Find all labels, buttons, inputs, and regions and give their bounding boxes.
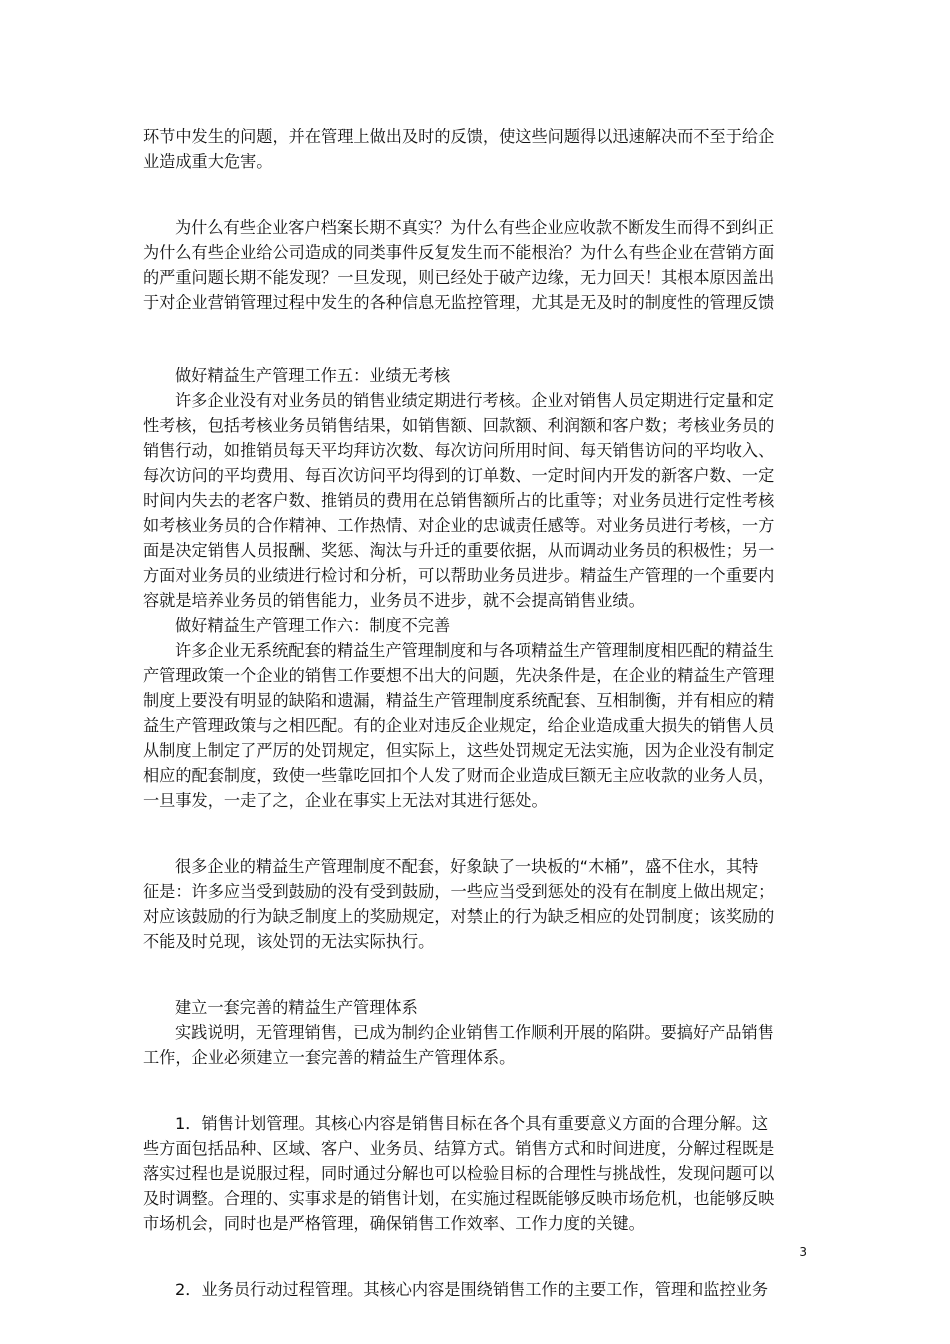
paragraph-line: 业造成重大危害。: [143, 152, 273, 171]
paragraph-line: 些方面包括品种、区域、客户、业务员、结算方式。销售方式和时间进度，分解过程既是: [143, 1139, 775, 1158]
paragraph-line: 为什么有些企业客户档案长期不真实？为什么有些企业应收款不断发生而得不到纠正: [175, 218, 774, 237]
section-heading: 做好精益生产管理工作五：业绩无考核: [175, 366, 451, 385]
paragraph-line: 许多企业无系统配套的精益生产管理制度和与各项精益生产管理制度相匹配的精益生: [175, 641, 774, 660]
paragraph-line: 市场机会，同时也是严格管理，确保销售工作效率、工作力度的关键。: [143, 1214, 645, 1233]
paragraph-line: 从制度上制定了严厉的处罚规定，但实际上，这些处罚规定无法实施，因为企业没有制定: [143, 741, 775, 760]
paragraph-line: 于对企业营销管理过程中发生的各种信息无监控管理，尤其是无及时的制度性的管理反馈: [143, 293, 775, 312]
paragraph-line: 及时调整。合理的、实事求是的销售计划，在实施过程既能够反映市场危机，也能够反映: [143, 1189, 775, 1208]
section-heading: 建立一套完善的精益生产管理体系: [175, 998, 418, 1017]
paragraph-line: 方面对业务员的业绩进行检讨和分析，可以帮助业务员进步。精益生产管理的一个重要内: [143, 566, 775, 585]
paragraph-line: 为什么有些企业给公司造成的同类事件反复发生而不能根治？为什么有些企业在营销方面: [143, 243, 775, 262]
paragraph-line: 性考核，包括考核业务员销售结果，如销售额、回款额、利润额和客户数；考核业务员的: [143, 416, 775, 435]
paragraph-line: 2．业务员行动过程管理。其核心内容是围绕销售工作的主要工作，管理和监控业务: [175, 1280, 769, 1299]
paragraph-line: 1．销售计划管理。其核心内容是销售目标在各个具有重要意义方面的合理分解。这: [175, 1114, 769, 1133]
paragraph-line: 容就是培养业务员的销售能力，业务员不进步，就不会提高销售业绩。: [143, 591, 645, 610]
page-number: 3: [799, 1245, 807, 1259]
paragraph-line: 面是决定销售人员报酬、奖惩、淘汰与升迁的重要依据，从而调动业务员的积极性；另一: [143, 541, 775, 560]
paragraph-line: 益生产管理政策与之相匹配。有的企业对违反企业规定，给企业造成重大损失的销售人员: [143, 716, 775, 735]
paragraph-line: 制度上要没有明显的缺陷和遗漏，精益生产管理制度系统配套、互相制衡，并有相应的精: [143, 691, 775, 710]
paragraph-line: 许多企业没有对业务员的销售业绩定期进行考核。企业对销售人员定期进行定量和定: [175, 391, 774, 410]
paragraph-line: 每次访问的平均费用、每百次访问平均得到的订单数、一定时间内开发的新客户数、一定: [143, 466, 775, 485]
paragraph-line: 落实过程也是说服过程，同时通过分解也可以检验目标的合理性与挑战性，发现问题可以: [143, 1164, 775, 1183]
document-body: [143, 124, 808, 1302]
paragraph-line: 时间内失去的老客户数、推销员的费用在总销售额所占的比重等；对业务员进行定性考核: [143, 491, 775, 510]
paragraph-line: 对应该鼓励的行为缺乏制度上的奖励规定，对禁止的行为缺乏相应的处罚制度；该奖励的: [143, 907, 775, 926]
paragraph-line: 的严重问题长期不能发现？一旦发现，则已经处于破产边缘，无力回天！其根本原因盖出: [143, 268, 775, 287]
paragraph-line: 产管理政策一个企业的销售工作要想不出大的问题，先决条件是，在企业的精益生产管理: [143, 666, 775, 685]
paragraph-line: 很多企业的精益生产管理制度不配套，好象缺了一块板的“木桶”，盛不住水，其特: [175, 857, 759, 876]
paragraph-line: 实践说明，无管理销售，已成为制约企业销售工作顺利开展的陷阱。要搞好产品销售: [175, 1023, 774, 1042]
section-heading: 做好精益生产管理工作六：制度不完善: [175, 616, 451, 635]
paragraph-line: 相应的配套制度，致使一些靠吃回扣个人发了财而企业造成巨额无主应收款的业务人员，: [143, 766, 775, 785]
paragraph-line: 征是：许多应当受到鼓励的没有受到鼓励，一些应当受到惩处的没有在制度上做出规定；: [143, 882, 775, 901]
paragraph-line: 工作，企业必须建立一套完善的精益生产管理体系。: [143, 1048, 516, 1067]
paragraph-line: 不能及时兑现，该处罚的无法实际执行。: [143, 932, 435, 951]
paragraph-line: 销售行动，如推销员每天平均拜访次数、每次访问所用时间、每天销售访问的平均收入、: [143, 441, 775, 460]
paragraph-line: 环节中发生的问题，并在管理上做出及时的反馈，使这些问题得以迅速解决而不至于给企: [143, 127, 775, 146]
paragraph-line: 一旦事发，一走了之，企业在事实上无法对其进行惩处。: [143, 791, 548, 810]
paragraph-line: 如考核业务员的合作精神、工作热情、对企业的忠诚责任感等。对业务员进行考核，一方: [143, 516, 775, 535]
